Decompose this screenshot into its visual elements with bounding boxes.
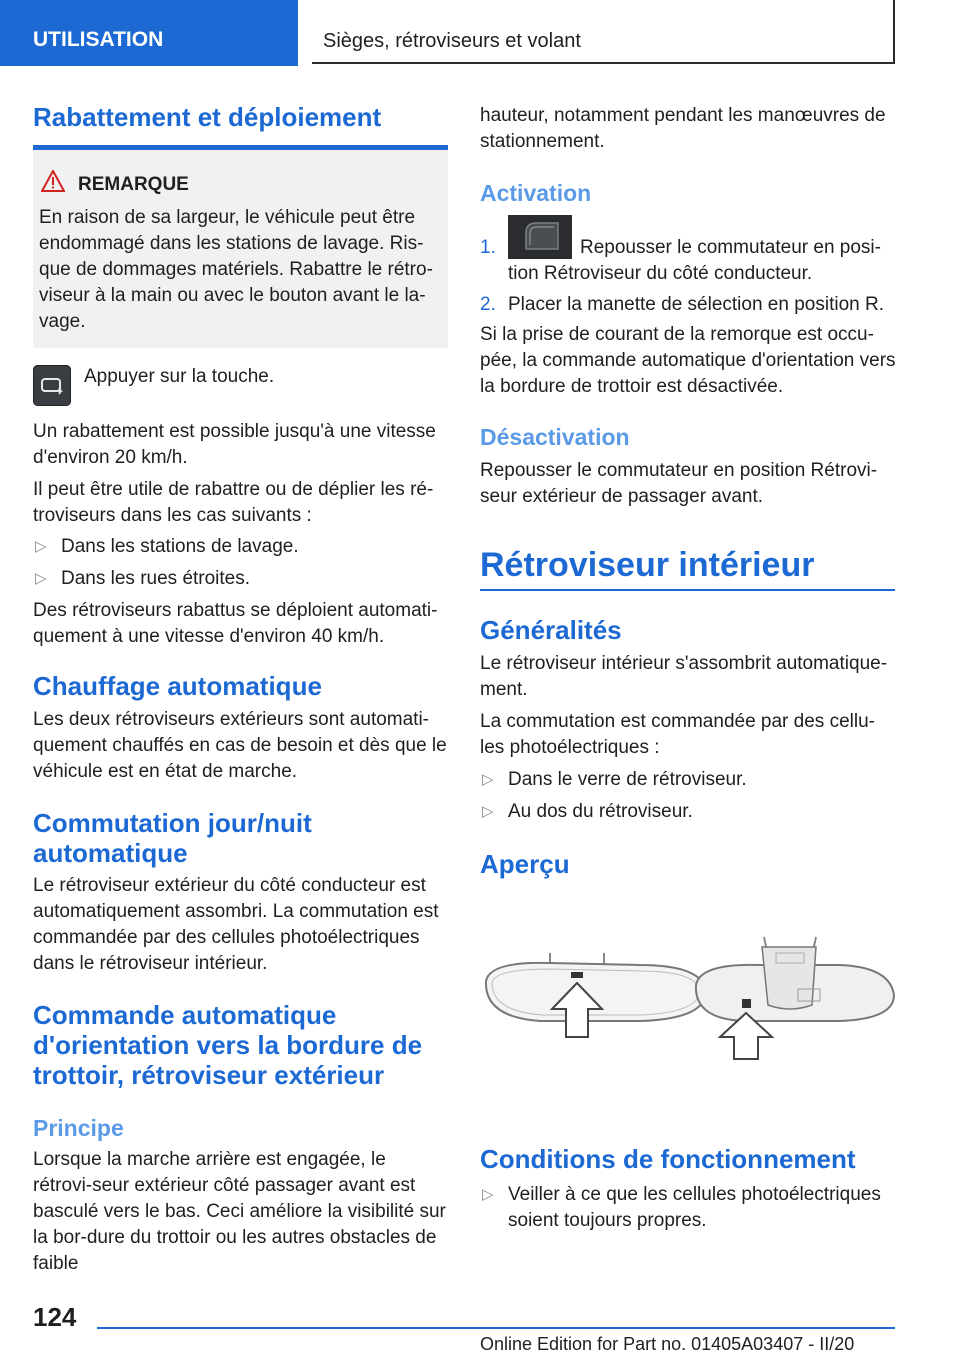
heading-interior-mirror: Rétroviseur intérieur [480,546,815,584]
chapter-title: Sièges, rétroviseurs et volant [323,30,581,52]
triangle-bullet-icon: ▷ [35,570,47,587]
heading-conditions: Conditions de fonctionnement [480,1144,856,1174]
heading-heating: Chauffage automatique [33,671,322,701]
step-number: 1. [480,237,496,258]
para-general-1: Le rétroviseur intérieur s'assombrit automatique-ment. [480,653,888,700]
warning-icon [41,170,65,197]
note-box [33,150,448,348]
triangle-bullet-icon: ▷ [35,538,47,555]
footer-edition: Online Edition for Part no. 01405A03407 - II/20 [480,1334,855,1354]
step-number: 2. [480,294,496,315]
page-number: 124 [33,1302,77,1332]
section-tab [0,0,298,66]
heading-activation: Activation [480,180,592,206]
heading-curb: Commande automatique d'orientation vers la bordure de trottoir, rétroviseur extérieur [33,1000,423,1090]
para-general-2: La commutation est commandée par des cellu-les photoélectriques : [480,711,875,758]
mirror-fold-button-icon [33,365,71,411]
interior-mirror-illustration [480,925,896,1070]
heading-general: Généralités [480,615,622,645]
heading-fold: Rabattement et déploiement [33,102,382,132]
para-heating: Les deux rétroviseurs extérieurs sont automati-quement chauffés en cas de besoin et dès que le véhicule est en état de marche. [33,709,447,782]
heading-rule [480,589,895,591]
triangle-bullet-icon: ▷ [482,771,494,788]
press-key-text: Appuyer sur la touche. [84,366,275,387]
para-continued: hauteur, notamment pendant les manœuvres de stationnement. [480,105,886,152]
heading-deactivation: Désactivation [480,424,630,450]
triangle-bullet-icon: ▷ [482,803,494,820]
heading-dimming: Commutation jour/nuit automatique [33,808,312,868]
step-text: Repousser le commutateur en posi-tion Rétroviseur du côté conducteur. [508,237,881,284]
para-principle: Lorsque la marche arrière est engagée, le rétrovi-seur extérieur côté passager avant est basculé vers le bas. Ceci améliore la visibilité sur la bor-dure du trottoir ou les autres obstacles de faible [33,1149,446,1274]
triangle-bullet-icon: ▷ [482,1186,494,1203]
para-dimming: Le rétroviseur extérieur du côté conducteur est automatiquement assombri. La commutation est commandée par des cellules photoélectriques dans le rétroviseur intérieur. [33,875,439,974]
step-text: Placer la manette de sélection en position R. [508,294,884,315]
para-trailer: Si la prise de courant de la remorque est occu-pée, la commande automatique d'orientation vers la bordure de trottoir est désactivée. [480,324,896,397]
note-title: REMARQUE [78,174,189,195]
para-unfold: Des rétroviseurs rabattus se déploient automati-quement à une vitesse d'environ 40 km/h. [33,600,438,647]
para-deactivation: Repousser le commutateur en position Rétrovi-seur extérieur de passager avant. [480,460,878,507]
footer-rule [97,1327,895,1329]
para-fold-cases: Il peut être utile de rabattre ou de déplier les ré-troviseurs dans les cas suivants : [33,479,434,526]
heading-principle: Principe [33,1115,124,1141]
chapter-header [312,0,895,64]
para-fold-speed: Un rabattement est possible jusqu'à une vitesse d'environ 20 km/h. [33,421,436,468]
heading-overview: Aperçu [480,849,570,879]
section-title: UTILISATION [33,28,164,51]
note-body: En raison de sa largeur, le véhicule peut être endommagé dans les stations de lavage. Ris-que de dommages matériels. Rabattre le rétro-viseur à la main ou avec le bouton avant le la-vage. [39,207,433,332]
